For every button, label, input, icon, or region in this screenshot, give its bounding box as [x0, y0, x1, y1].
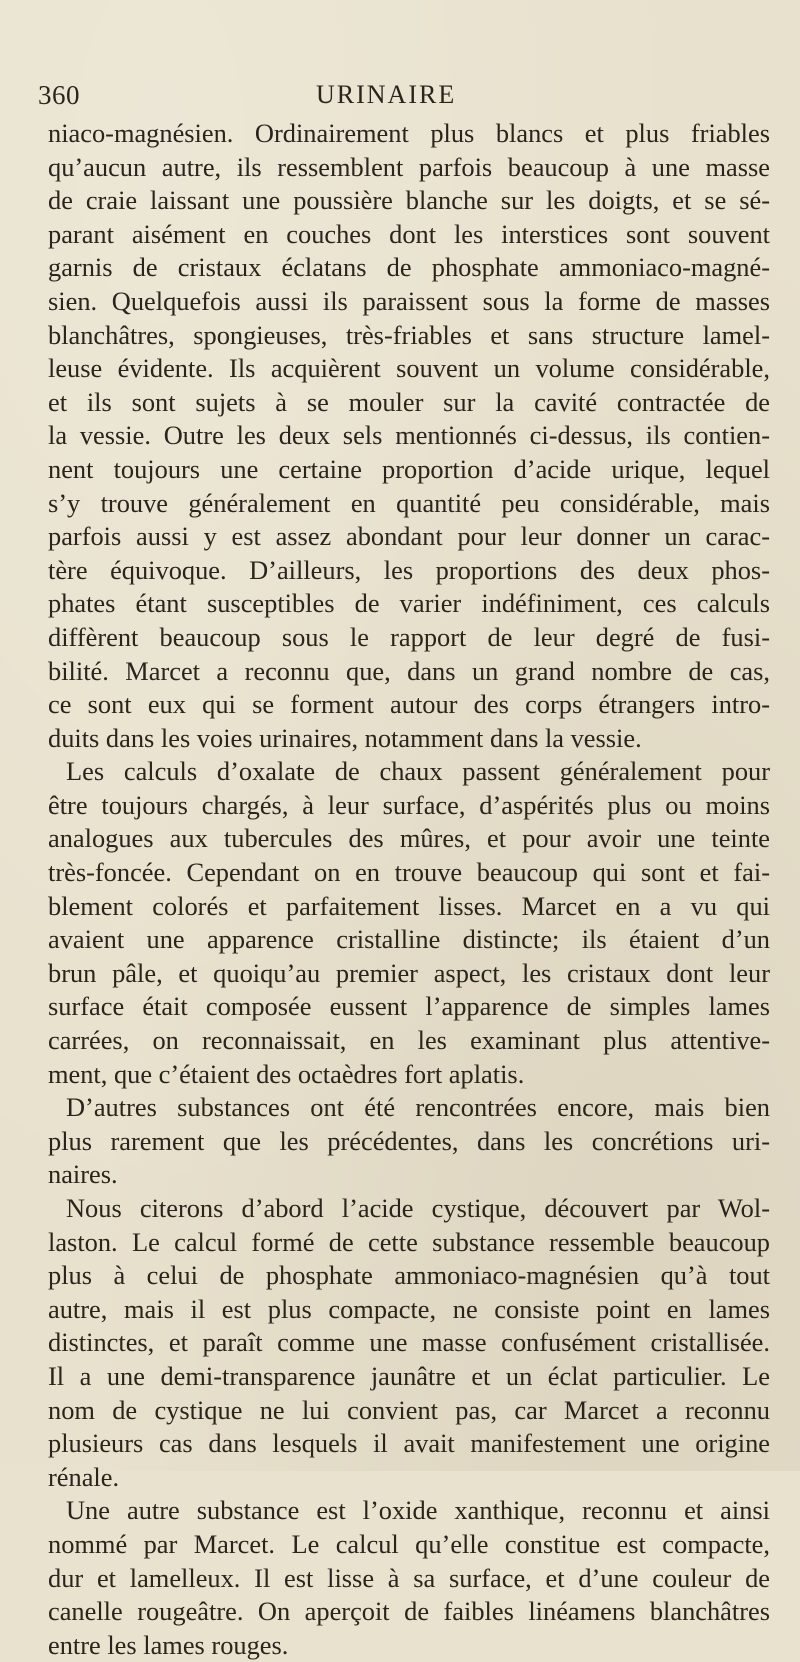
text-line: laston. Le calcul formé de cette substance ressemble beaucoup — [48, 1226, 770, 1257]
text-line: blanchâtres, spongieuses, très-friables et sans structure lamel- — [48, 319, 770, 350]
text-line: diffèrent beaucoup sous le rapport de leur degré de fusi- — [48, 621, 770, 652]
text-line: Nous citerons d’abord l’acide cystique, découvert par Wol- — [66, 1193, 770, 1223]
text-line: surface était composée eussent l’apparence de simples lames — [48, 991, 770, 1022]
text-line: ce sont eux qui se forment autour des corps étrangers intro- — [48, 689, 770, 720]
text-line: avaient une apparence cristalline distincte; ils étaient d’un — [48, 924, 770, 955]
text-line: tère équivoque. D’ailleurs, les proportions des deux phos- — [48, 554, 770, 585]
text-line: parant aisément en couches dont les interstices sont souvent — [48, 218, 770, 249]
text-line: plusieurs cas dans lesquels il avait manifestement une origine — [48, 1428, 770, 1459]
body-text — [48, 117, 770, 1662]
text-line: plus à celui de phosphate ammoniaco-magnésien qu’à tout — [48, 1260, 770, 1291]
text-line: Les calculs d’oxalate de chaux passent généralement pour — [66, 756, 770, 787]
running-head: URINAIRE — [316, 80, 457, 109]
text-line: phates étant susceptibles de varier indéfiniment, ces calculs — [48, 588, 770, 619]
text-line: distinctes, et paraît comme une masse confusément cristallisée. — [48, 1327, 770, 1358]
text-line: carrées, on reconnaissait, en les examinant plus attentive- — [48, 1025, 770, 1056]
text-line: plus rarement que les précédentes, dans les concrétions uri- — [48, 1125, 770, 1156]
page-header — [38, 80, 778, 116]
text-line: être toujours chargés, à leur surface, d’aspérités plus ou moins — [48, 789, 770, 820]
text-line: Une autre substance est l’oxide xanthique, reconnu et ainsi — [66, 1495, 770, 1526]
text-line: qu’aucun autre, ils ressemblent parfois beaucoup à une masse — [48, 151, 770, 182]
page-number: 360 — [38, 80, 80, 110]
text-line: rénale. — [48, 1461, 120, 1492]
text-line: bilité. Marcet a reconnu que, dans un grand nombre de cas, — [48, 655, 770, 686]
text-line: naires. — [48, 1159, 118, 1190]
text-line: s’y trouve généralement en quantité peu considérable, mais — [48, 487, 770, 518]
text-line: brun pâle, et quoiqu’au premier aspect, les cristaux dont leur — [48, 957, 770, 988]
text-line: nent toujours une certaine proportion d’acide urique, lequel — [48, 453, 770, 484]
text-line: garnis de cristaux éclatans de phosphate ammoniaco-magné- — [48, 252, 770, 283]
text-line: ment, que c’étaient des octaèdres fort aplatis. — [48, 1058, 525, 1089]
text-line: très-foncée. Cependant on en trouve beaucoup qui sont et fai- — [48, 857, 770, 888]
text-line: sien. Quelquefois aussi ils paraissent sous la forme de masses — [48, 285, 770, 316]
text-line: leuse évidente. Ils acquièrent souvent un volume considérable, — [48, 353, 770, 384]
text-line: canelle rougeâtre. On aperçoit de faibles linéamens blanchâtres — [48, 1596, 770, 1627]
text-line: et ils sont sujets à se mouler sur la cavité contractée de — [48, 386, 770, 417]
text-line: autre, mais il est plus compacte, ne consiste point en lames — [48, 1293, 770, 1324]
text-line: nommé par Marcet. Le calcul qu’elle constitue est compacte, — [48, 1528, 770, 1559]
text-line: entre les lames rouges. — [48, 1629, 289, 1660]
text-line: D’autres substances ont été rencontrées encore, mais bien — [66, 1092, 770, 1123]
text-line: duits dans les voies urinaires, notamment dans la vessie. — [48, 722, 642, 753]
text-line: parfois aussi y est assez abondant pour leur donner un carac- — [48, 521, 770, 552]
text-line: niaco-magnésien. Ordinairement plus blancs et plus friables — [48, 118, 770, 148]
text-line: nom de cystique ne lui convient pas, car Marcet a reconnu — [48, 1394, 770, 1425]
text-line: la vessie. Outre les deux sels mentionnés ci-dessus, ils contien- — [48, 420, 770, 451]
text-line: dur et lamelleux. Il est lisse à sa surface, et d’une couleur de — [48, 1562, 770, 1593]
text-line: Il a une demi-transparence jaunâtre et un éclat particulier. Le — [48, 1360, 770, 1391]
text-line: blement colorés et parfaitement lisses. Marcet en a vu qui — [48, 890, 770, 921]
text-line: analogues aux tubercules des mûres, et pour avoir une teinte — [48, 823, 770, 854]
text-line: de craie laissant une poussière blanche sur les doigts, et se sé- — [48, 185, 770, 216]
